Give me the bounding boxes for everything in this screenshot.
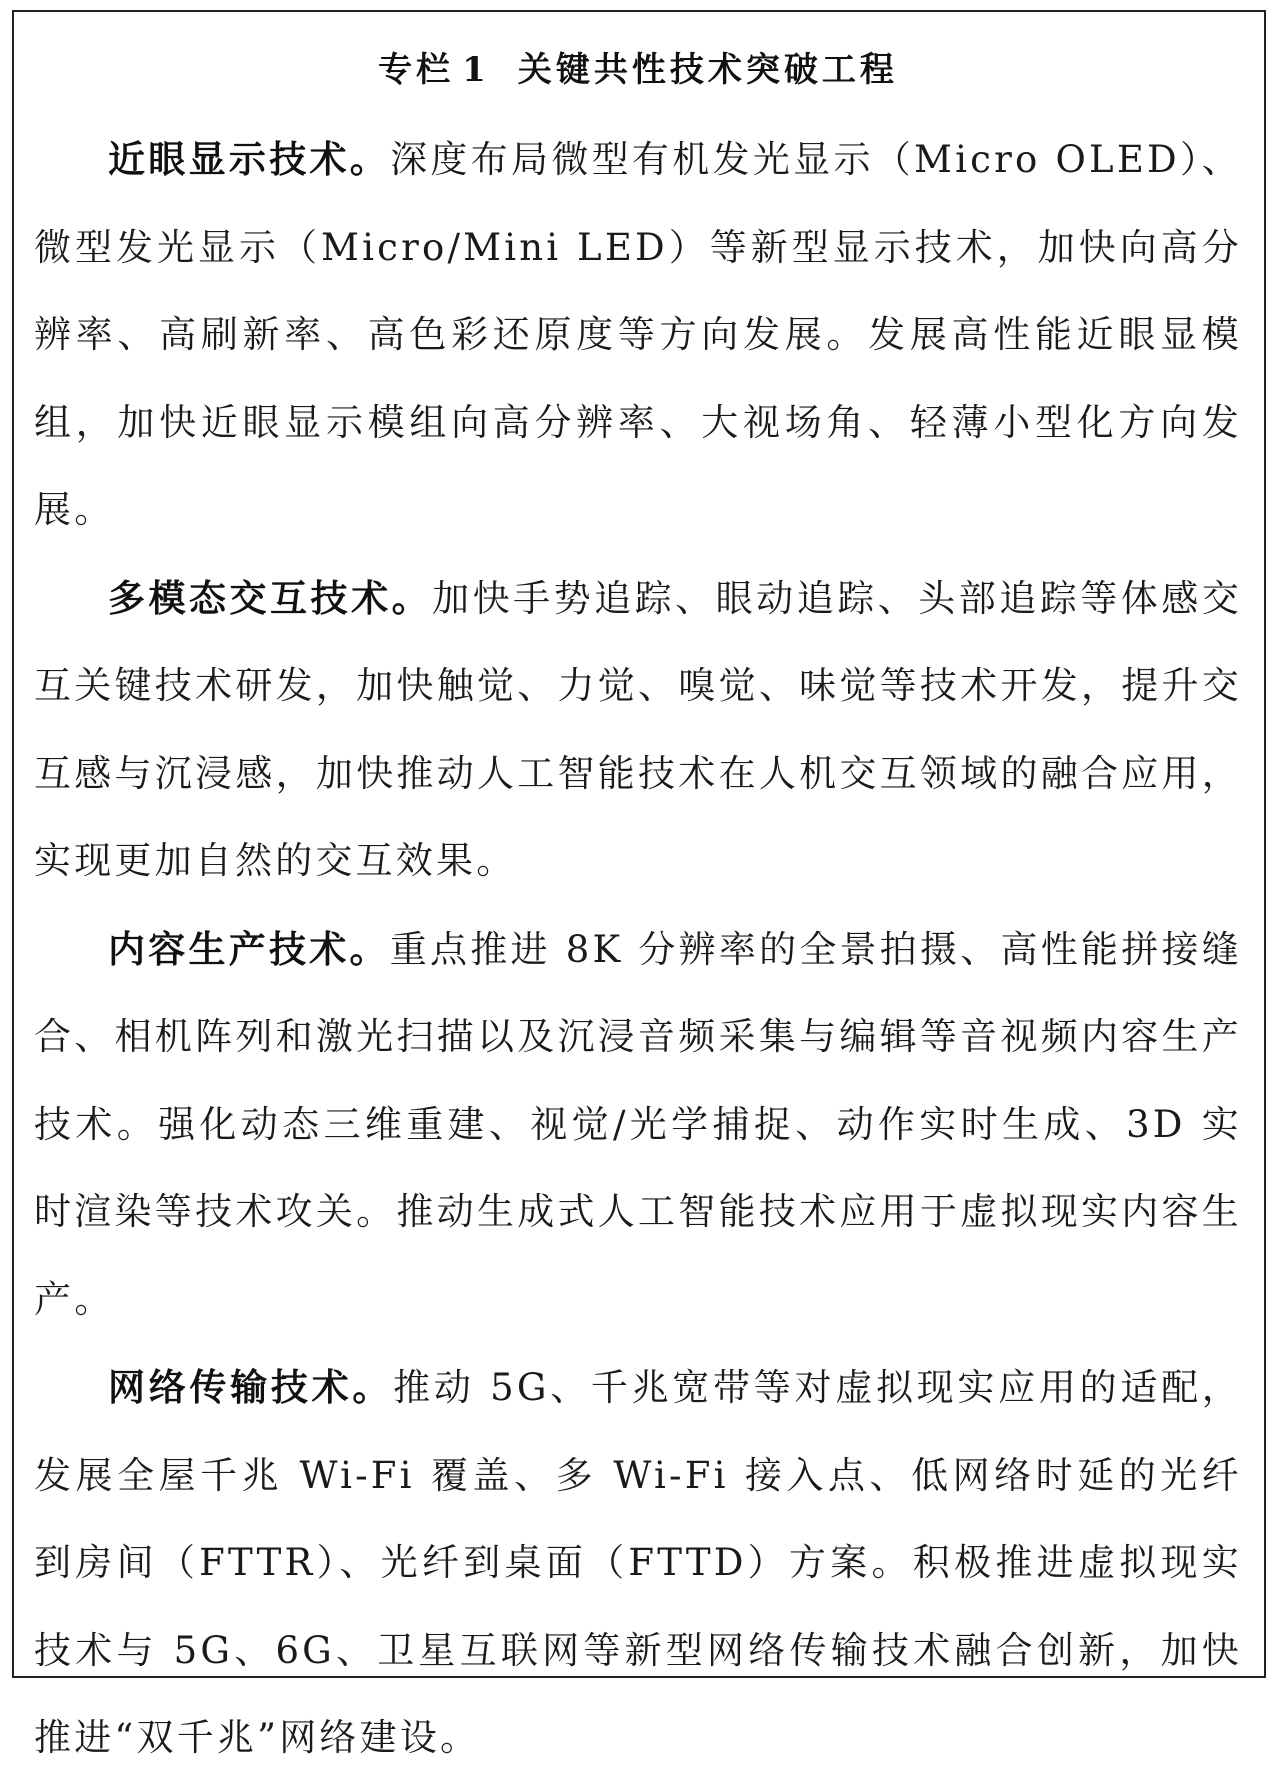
section-body: 加快手势追踪、眼动追踪、头部追踪等体感交互关键技术研发，加快触觉、力觉、嗅觉、味觉等技术开发，提升交互感与沉浸感，加快推动人工智能技术在人机交互领域的融合应用，实现更加自然的交互效果。 bbox=[34, 576, 1242, 882]
box-title-number: 1 bbox=[462, 50, 490, 90]
section-heading: 网络传输技术。 bbox=[108, 1365, 394, 1409]
box-title-prefix: 专栏 bbox=[378, 50, 455, 90]
section-body: 深度布局微型有机发光显示（Micro OLED）、微型发光显示（Micro/Mini LED）等新型显示技术，加快向高分辨率、高刷新率、高色彩还原度等方向发展。发展高性能近眼显模组，加快近眼显示模组向高分辨率、大视场角、轻薄小型化方向发展。 bbox=[34, 138, 1242, 531]
section-network-transmission bbox=[34, 1344, 1242, 1782]
feature-box bbox=[12, 10, 1266, 1759]
section-heading: 近眼显示技术。 bbox=[108, 137, 391, 181]
section-body: 重点推进 8K 分辨率的全景拍摄、高性能拼接缝合、相机阵列和激光扫描以及沉浸音频采集与编辑等音视频内容生产技术。强化动态三维重建、视觉/光学捕捉、动作实时生成、3D 实时渲染等技术攻关。推动生成式人工智能技术应用于虚拟现实内容生产。 bbox=[34, 927, 1242, 1321]
section-body: 推动 5G、千兆宽带等对虚拟现实应用的适配，发展全屋千兆 Wi-Fi 覆盖、多 Wi-Fi 接入点、低网络时延的光纤到房间（FTTR）、光纤到桌面（FTTD）方案。积极推进虚拟现实技术与 5G、6G、卫星互联网等新型网络传输技术融合创新，加快推进“双千兆”网络建设。 bbox=[34, 1366, 1242, 1759]
box-title bbox=[34, 46, 1242, 94]
section-near-eye-display bbox=[34, 116, 1242, 554]
section-heading: 内容生产技术。 bbox=[108, 926, 390, 971]
section-heading: 多模态交互技术。 bbox=[108, 575, 433, 620]
box-title-text: 关键共性技术突破工程 bbox=[517, 50, 898, 90]
section-multimodal-interaction bbox=[34, 555, 1242, 905]
section-content-production bbox=[34, 906, 1242, 1344]
